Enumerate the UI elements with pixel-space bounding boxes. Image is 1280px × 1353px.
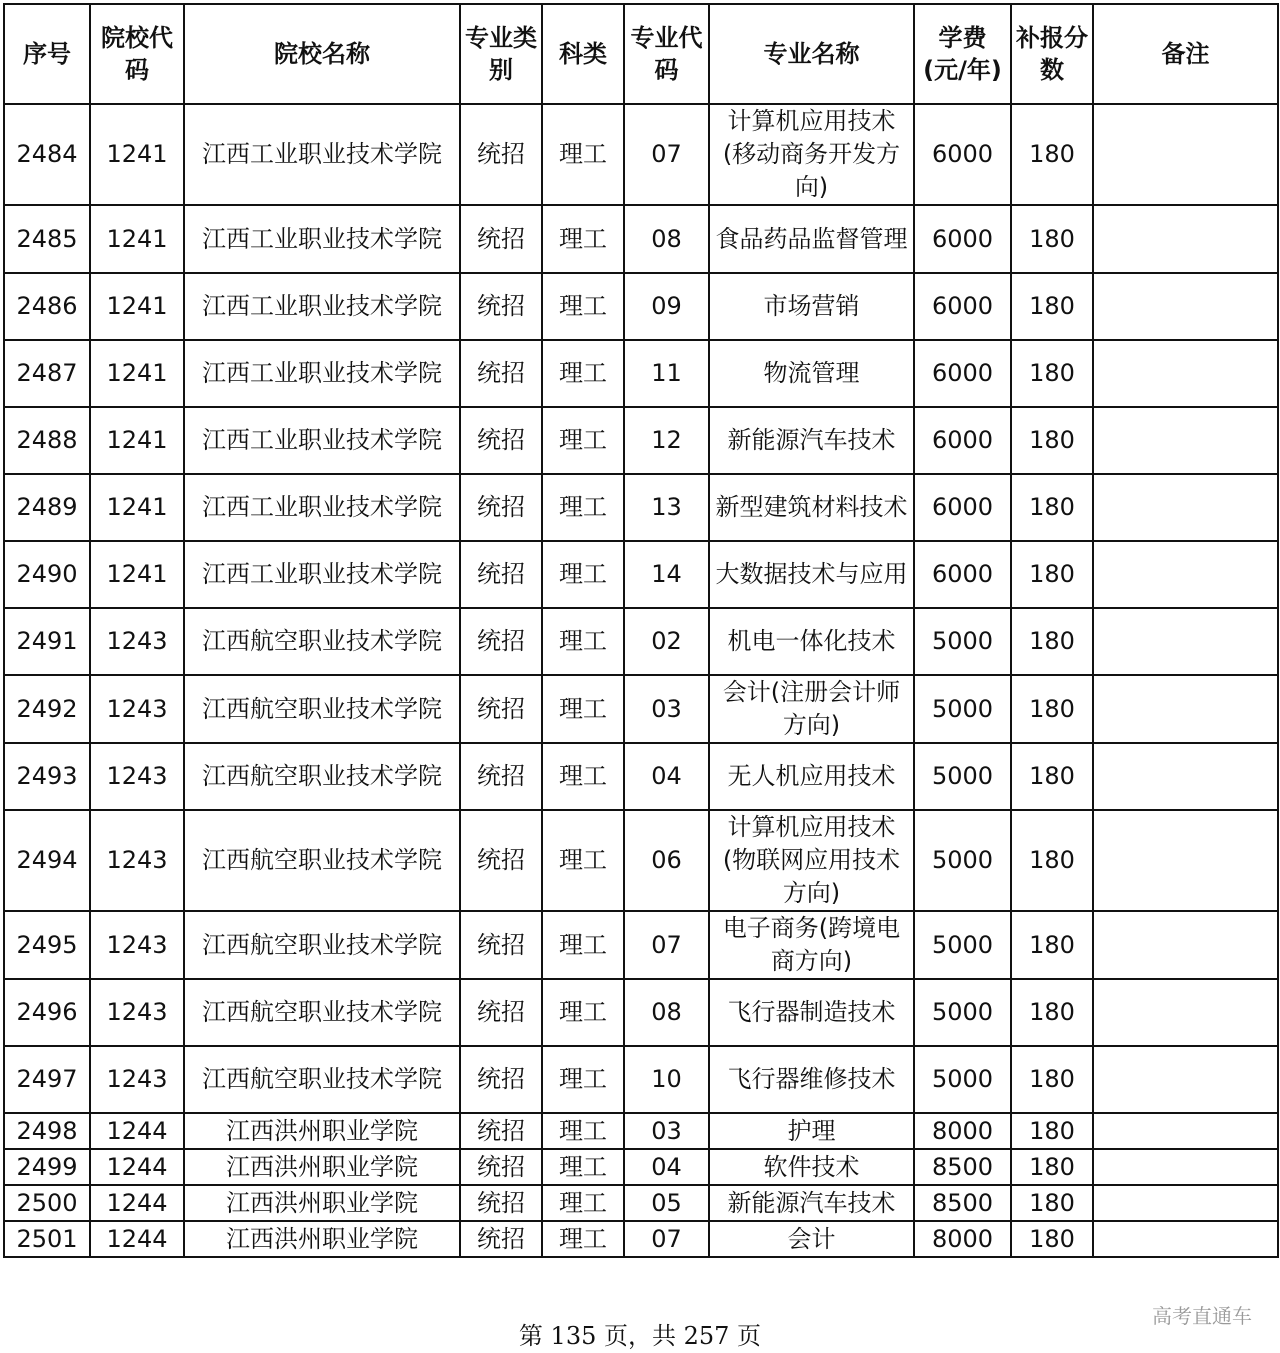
- major-code-cell: 03: [624, 675, 709, 743]
- header-seq: 序号: [4, 4, 90, 104]
- major-name-cell: 会计: [709, 1221, 914, 1257]
- school-name-cell: 江西工业职业技术学院: [184, 104, 460, 205]
- tuition-cell: 5000: [914, 979, 1011, 1046]
- remark-cell: [1093, 675, 1278, 743]
- remark-cell: [1093, 1221, 1278, 1257]
- tuition-cell: 6000: [914, 541, 1011, 608]
- school-name-cell: 江西工业职业技术学院: [184, 541, 460, 608]
- subject-cell: 理工: [542, 541, 624, 608]
- subject-cell: 理工: [542, 1185, 624, 1221]
- major-code-cell: 09: [624, 273, 709, 340]
- major-code-cell: 10: [624, 1046, 709, 1113]
- school-code-cell: 1243: [90, 810, 184, 911]
- major-name-cell: 机电一体化技术: [709, 608, 914, 675]
- subject-cell: 理工: [542, 340, 624, 407]
- score-cell: 180: [1011, 541, 1093, 608]
- remark-cell: [1093, 340, 1278, 407]
- major-name-cell: 大数据技术与应用: [709, 541, 914, 608]
- seq-cell: 2499: [4, 1149, 90, 1185]
- school-name-cell: 江西工业职业技术学院: [184, 205, 460, 273]
- remark-cell: [1093, 979, 1278, 1046]
- remark-cell: [1093, 608, 1278, 675]
- major-type-cell: 统招: [460, 810, 542, 911]
- subject-cell: 理工: [542, 608, 624, 675]
- school-name-cell: 江西工业职业技术学院: [184, 407, 460, 474]
- major-type-cell: 统招: [460, 205, 542, 273]
- table-row: [4, 608, 1278, 675]
- major-code-cell: 06: [624, 810, 709, 911]
- seq-cell: 2492: [4, 675, 90, 743]
- major-name-cell: 市场营销: [709, 273, 914, 340]
- school-name-cell: 江西洪州职业学院: [184, 1149, 460, 1185]
- score-cell: 180: [1011, 273, 1093, 340]
- score-cell: 180: [1011, 1185, 1093, 1221]
- seq-cell: 2495: [4, 911, 90, 979]
- tuition-cell: 6000: [914, 205, 1011, 273]
- school-name-cell: 江西航空职业技术学院: [184, 608, 460, 675]
- score-cell: 180: [1011, 810, 1093, 911]
- major-name-cell: 软件技术: [709, 1149, 914, 1185]
- major-code-cell: 07: [624, 104, 709, 205]
- seq-cell: 2485: [4, 205, 90, 273]
- major-name-cell: 物流管理: [709, 340, 914, 407]
- major-type-cell: 统招: [460, 608, 542, 675]
- major-code-cell: 14: [624, 541, 709, 608]
- major-code-cell: 08: [624, 205, 709, 273]
- major-code-cell: 03: [624, 1113, 709, 1149]
- school-code-cell: 1241: [90, 407, 184, 474]
- major-code-cell: 07: [624, 911, 709, 979]
- tuition-cell: 5000: [914, 1046, 1011, 1113]
- major-type-cell: 统招: [460, 979, 542, 1046]
- table-row: [4, 541, 1278, 608]
- tuition-cell: 8000: [914, 1113, 1011, 1149]
- table-row: [4, 911, 1278, 979]
- score-cell: 180: [1011, 1046, 1093, 1113]
- tuition-cell: 5000: [914, 810, 1011, 911]
- seq-cell: 2496: [4, 979, 90, 1046]
- major-type-cell: 统招: [460, 1221, 542, 1257]
- seq-cell: 2484: [4, 104, 90, 205]
- remark-cell: [1093, 1046, 1278, 1113]
- header-subject: 科类: [542, 4, 624, 104]
- school-code-cell: 1241: [90, 273, 184, 340]
- major-name-cell: 电子商务(跨境电商方向): [709, 911, 914, 979]
- tuition-cell: 6000: [914, 407, 1011, 474]
- school-code-cell: 1241: [90, 474, 184, 541]
- score-cell: 180: [1011, 979, 1093, 1046]
- header-school-code: 院校代码: [90, 4, 184, 104]
- score-cell: 180: [1011, 407, 1093, 474]
- header-major-type: 专业类别: [460, 4, 542, 104]
- major-type-cell: 统招: [460, 675, 542, 743]
- table-row: [4, 104, 1278, 205]
- table-row: [4, 979, 1278, 1046]
- table-row: [4, 810, 1278, 911]
- major-name-cell: 新型建筑材料技术: [709, 474, 914, 541]
- remark-cell: [1093, 474, 1278, 541]
- watermark-text: 高考直通车: [1152, 1304, 1252, 1328]
- school-name-cell: 江西工业职业技术学院: [184, 340, 460, 407]
- major-type-cell: 统招: [460, 1113, 542, 1149]
- major-name-cell: 飞行器制造技术: [709, 979, 914, 1046]
- table-row: [4, 743, 1278, 810]
- subject-cell: 理工: [542, 743, 624, 810]
- header-major-code: 专业代码: [624, 4, 709, 104]
- major-type-cell: 统招: [460, 1149, 542, 1185]
- school-code-cell: 1241: [90, 340, 184, 407]
- major-name-cell: 计算机应用技术(物联网应用技术方向): [709, 810, 914, 911]
- header-score: 补报分数: [1011, 4, 1093, 104]
- school-name-cell: 江西工业职业技术学院: [184, 474, 460, 541]
- tuition-cell: 5000: [914, 608, 1011, 675]
- score-cell: 180: [1011, 1221, 1093, 1257]
- score-cell: 180: [1011, 1149, 1093, 1185]
- major-name-cell: 食品药品监督管理: [709, 205, 914, 273]
- remark-cell: [1093, 104, 1278, 205]
- major-type-cell: 统招: [460, 340, 542, 407]
- subject-cell: 理工: [542, 205, 624, 273]
- major-type-cell: 统招: [460, 407, 542, 474]
- subject-cell: 理工: [542, 1221, 624, 1257]
- major-type-cell: 统招: [460, 1046, 542, 1113]
- seq-cell: 2486: [4, 273, 90, 340]
- seq-cell: 2489: [4, 474, 90, 541]
- major-name-cell: 新能源汽车技术: [709, 1185, 914, 1221]
- major-name-cell: 飞行器维修技术: [709, 1046, 914, 1113]
- page-number: 第 135 页，共 257 页: [518, 1322, 762, 1350]
- major-type-cell: 统招: [460, 474, 542, 541]
- seq-cell: 2498: [4, 1113, 90, 1149]
- school-name-cell: 江西航空职业技术学院: [184, 743, 460, 810]
- seq-cell: 2488: [4, 407, 90, 474]
- score-cell: 180: [1011, 675, 1093, 743]
- school-name-cell: 江西航空职业技术学院: [184, 810, 460, 911]
- table-row: [4, 474, 1278, 541]
- subject-cell: 理工: [542, 1046, 624, 1113]
- school-code-cell: 1241: [90, 541, 184, 608]
- score-cell: 180: [1011, 205, 1093, 273]
- header-major-name: 专业名称: [709, 4, 914, 104]
- remark-cell: [1093, 541, 1278, 608]
- seq-cell: 2491: [4, 608, 90, 675]
- score-cell: 180: [1011, 474, 1093, 541]
- major-code-cell: 04: [624, 743, 709, 810]
- subject-cell: 理工: [542, 911, 624, 979]
- school-code-cell: 1241: [90, 205, 184, 273]
- table-row: [4, 205, 1278, 273]
- major-name-cell: 无人机应用技术: [709, 743, 914, 810]
- major-code-cell: 04: [624, 1149, 709, 1185]
- subject-cell: 理工: [542, 675, 624, 743]
- subject-cell: 理工: [542, 1149, 624, 1185]
- school-name-cell: 江西航空职业技术学院: [184, 979, 460, 1046]
- school-code-cell: 1243: [90, 911, 184, 979]
- tuition-cell: 5000: [914, 675, 1011, 743]
- remark-cell: [1093, 810, 1278, 911]
- school-name-cell: 江西洪州职业学院: [184, 1221, 460, 1257]
- header-remark: 备注: [1093, 4, 1278, 104]
- remark-cell: [1093, 1185, 1278, 1221]
- score-cell: 180: [1011, 608, 1093, 675]
- school-code-cell: 1243: [90, 675, 184, 743]
- subject-cell: 理工: [542, 104, 624, 205]
- table-row: [4, 1185, 1278, 1221]
- school-name-cell: 江西航空职业技术学院: [184, 675, 460, 743]
- school-name-cell: 江西航空职业技术学院: [184, 911, 460, 979]
- tuition-cell: 6000: [914, 474, 1011, 541]
- header-school-name: 院校名称: [184, 4, 460, 104]
- school-name-cell: 江西工业职业技术学院: [184, 273, 460, 340]
- subject-cell: 理工: [542, 407, 624, 474]
- table-row: [4, 273, 1278, 340]
- tuition-cell: 8000: [914, 1221, 1011, 1257]
- school-code-cell: 1243: [90, 743, 184, 810]
- score-cell: 180: [1011, 104, 1093, 205]
- major-name-cell: 计算机应用技术(移动商务开发方向): [709, 104, 914, 205]
- seq-cell: 2494: [4, 810, 90, 911]
- admission-table: [3, 3, 1279, 1258]
- seq-cell: 2487: [4, 340, 90, 407]
- subject-cell: 理工: [542, 810, 624, 911]
- score-cell: 180: [1011, 743, 1093, 810]
- subject-cell: 理工: [542, 474, 624, 541]
- table-body: [4, 104, 1278, 1257]
- table-row: [4, 1046, 1278, 1113]
- tuition-cell: 6000: [914, 340, 1011, 407]
- remark-cell: [1093, 1149, 1278, 1185]
- seq-cell: 2500: [4, 1185, 90, 1221]
- school-code-cell: 1244: [90, 1113, 184, 1149]
- major-type-cell: 统招: [460, 1185, 542, 1221]
- school-code-cell: 1244: [90, 1221, 184, 1257]
- table-row: [4, 407, 1278, 474]
- major-name-cell: 护理: [709, 1113, 914, 1149]
- major-code-cell: 08: [624, 979, 709, 1046]
- tuition-cell: 5000: [914, 911, 1011, 979]
- major-type-cell: 统招: [460, 541, 542, 608]
- table-header-row: [4, 4, 1278, 104]
- school-name-cell: 江西航空职业技术学院: [184, 1046, 460, 1113]
- remark-cell: [1093, 911, 1278, 979]
- school-code-cell: 1241: [90, 104, 184, 205]
- school-code-cell: 1243: [90, 608, 184, 675]
- major-name-cell: 新能源汽车技术: [709, 407, 914, 474]
- score-cell: 180: [1011, 911, 1093, 979]
- score-cell: 180: [1011, 340, 1093, 407]
- remark-cell: [1093, 1113, 1278, 1149]
- tuition-cell: 6000: [914, 104, 1011, 205]
- subject-cell: 理工: [542, 1113, 624, 1149]
- major-code-cell: 13: [624, 474, 709, 541]
- seq-cell: 2497: [4, 1046, 90, 1113]
- subject-cell: 理工: [542, 979, 624, 1046]
- table-row: [4, 1149, 1278, 1185]
- major-code-cell: 12: [624, 407, 709, 474]
- school-code-cell: 1244: [90, 1149, 184, 1185]
- school-code-cell: 1243: [90, 1046, 184, 1113]
- remark-cell: [1093, 273, 1278, 340]
- score-cell: 180: [1011, 1113, 1093, 1149]
- subject-cell: 理工: [542, 273, 624, 340]
- remark-cell: [1093, 743, 1278, 810]
- seq-cell: 2493: [4, 743, 90, 810]
- table-row: [4, 1113, 1278, 1149]
- tuition-cell: 8500: [914, 1185, 1011, 1221]
- tuition-cell: 8500: [914, 1149, 1011, 1185]
- major-code-cell: 05: [624, 1185, 709, 1221]
- major-code-cell: 11: [624, 340, 709, 407]
- major-type-cell: 统招: [460, 104, 542, 205]
- major-code-cell: 02: [624, 608, 709, 675]
- school-name-cell: 江西洪州职业学院: [184, 1185, 460, 1221]
- major-type-cell: 统招: [460, 743, 542, 810]
- table-row: [4, 675, 1278, 743]
- major-type-cell: 统招: [460, 911, 542, 979]
- table-row: [4, 340, 1278, 407]
- remark-cell: [1093, 407, 1278, 474]
- table-row: [4, 1221, 1278, 1257]
- major-code-cell: 07: [624, 1221, 709, 1257]
- seq-cell: 2490: [4, 541, 90, 608]
- major-type-cell: 统招: [460, 273, 542, 340]
- remark-cell: [1093, 205, 1278, 273]
- seq-cell: 2501: [4, 1221, 90, 1257]
- school-code-cell: 1243: [90, 979, 184, 1046]
- major-name-cell: 会计(注册会计师方向): [709, 675, 914, 743]
- school-code-cell: 1244: [90, 1185, 184, 1221]
- header-tuition: 学费(元/年): [914, 4, 1011, 104]
- tuition-cell: 6000: [914, 273, 1011, 340]
- tuition-cell: 5000: [914, 743, 1011, 810]
- school-name-cell: 江西洪州职业学院: [184, 1113, 460, 1149]
